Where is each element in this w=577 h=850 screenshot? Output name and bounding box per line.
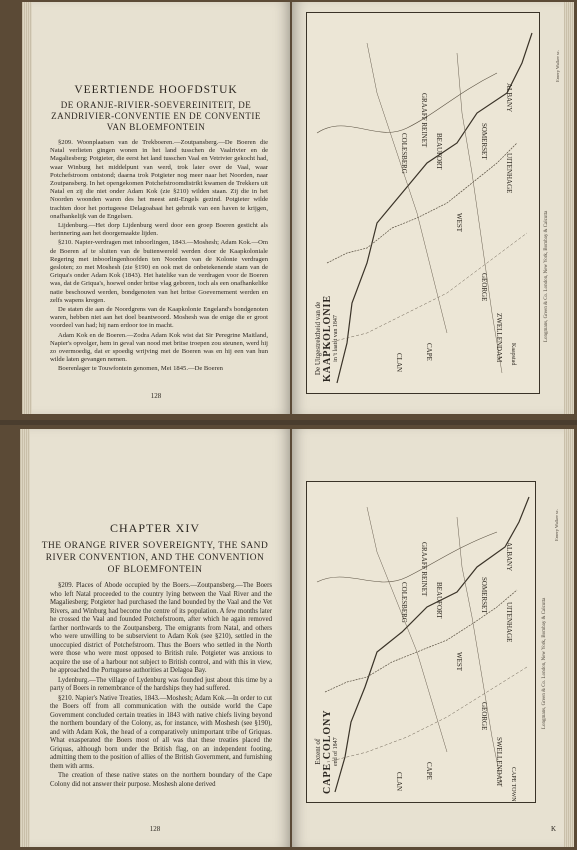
map-label: BEAUFORT — [435, 582, 443, 619]
bottom-right-page — [292, 429, 574, 847]
map-label: SOMERSET — [480, 577, 488, 614]
map-cape-colony — [306, 12, 540, 394]
paragraph: §210. Napier's Native Treaties, 1843.—Moshesh; Adam Kok.—In order to cut the Boers off from all communication with the outside world the Cape Government concluded certain treaties in 1843 with native chiefs living beyond the northern boundary of the Colony, as, for instance, with Moshesh (see §190), and with Adam Kok, the head of a comparatively unimportant tribe of Griquas. What exasperated the Boers most of all was that these treaties placed the Griquas, although born under the British flag, on an independent footing, admitting them to the position of allies of the British Government, and furnishing them with arms. — [50, 694, 272, 770]
chapter-subtitle: DE ORANJE-RIVIER-SOEVEREINITEIT, DE ZANDRIVIER-CONVENTIE EN DE CONVENTIE VAN BLOEMFONTEIN — [51, 100, 261, 132]
map-label: WEST — [455, 213, 463, 233]
paragraph: Lydenburg.—The village of Lydenburg was founded just about this time by a party of Boers in remembrance of the hardships they had suffered. — [50, 676, 272, 692]
page-number: 128 — [149, 825, 161, 833]
map-graphic — [307, 482, 535, 802]
map-label: UITENHAGE — [505, 602, 513, 643]
engraver-credit: Emery Walker sc. — [554, 509, 559, 541]
map-graphic — [307, 13, 539, 393]
map-label: SOMERSET — [480, 123, 488, 160]
map-label: Kaapstad — [510, 343, 516, 366]
chapter-subtitle: THE ORANGE RIVER SOVEREIGNTY, THE SAND RIVER CONVENTION, AND THE CONVENTION OF BLOEMFONTEIN — [41, 541, 269, 575]
map-title-line: Extent of — [314, 738, 322, 765]
paragraph: The creation of these native states on the northern boundary of the Cape Colony did not answer their purpose. Moshesh alone derived — [50, 772, 272, 788]
top-right-page — [292, 2, 574, 414]
map-label: SWELLENDAM — [495, 737, 503, 786]
paragraph: §209. Woonplaatsen van de Trekboeren.—Zoutpansberg.—De Boeren die Natal verlieten gingen wonen in het land tusschen de Vaalrivier en de Magaliesberg; Potgieter, die eerst het land tusschen Vaal en Vetrivier gekocht had, waar Winburg het middelpunt van werd, trok later over de Vaal, waar Potchefstroom ontstond; daarna trok Potgieter nog meer naar het Noorden, naar Zoutpansberg. In het opengekomen Potchefstroomdistrikt kwamen de Trekkers uit Natal en zij die niet onder Adam Kok (zie §210) wilden staan. Zij die in het Noorden woonden waren des het meest anti-Engels gezind. Potgieter wilde trachten door het portugeese Delagoabaai het gebruik van een haven te krijgen, onafhankelijk van de Engelsen. — [50, 139, 268, 220]
paragraph: Lijdenburg.—Het dorp Lijdenburg werd door een groep Boeren gesticht als herinnering aan het doorgemaakte lijden. — [50, 222, 268, 238]
map-title-line: in 't laatst van 1847 — [333, 315, 339, 362]
map-label: CAPE TOWN — [510, 767, 516, 802]
page-edge — [564, 429, 574, 847]
map-label: CLAN — [395, 772, 403, 792]
map-title — [314, 709, 339, 794]
publisher-credit: Longmans, Green & Co. London, New York, Bombay & Calcutta — [542, 597, 547, 729]
map-title-main: KAAPKOLONIE — [322, 294, 333, 382]
top-left-page — [22, 2, 290, 414]
paragraph: Adam Kok en de Boeren.—Zodra Adam Kok wist dat Sir Peregrine Maitland, Napier's opvolger, hem in geval van nood met britse troepen zou steunen, werd hij zo overmoedig, dat er spoedig wrijving met de Boeren was en hij een van hun wilde laten gevangen nemen. — [50, 331, 268, 364]
map-label: CAPE — [425, 343, 433, 361]
bottom-book-spread — [0, 425, 577, 850]
map-label: ZWELLENDAM — [495, 313, 503, 363]
map-label: CLAN — [395, 353, 403, 373]
map-title — [314, 295, 339, 382]
page-edge — [22, 2, 32, 414]
map-label: BEAUFORT — [435, 133, 443, 170]
map-label: COLESBERG — [400, 133, 408, 174]
paragraph: §210. Napier-verdragen met inboorlingen, 1843.—Moshesh; Adam Kok.—Om de Boeren af te sluiten van de buitenwereld werden door de Kaapkoloniale Regering met inboorlingenhoofden ten Noorden van de Kolonie verdragen gesloten; zo met Moshesh (zie §190) en ook met de onbetekenende stam van de Griqua's onder Adam Kok (1843). Het hatelike van de verdragen voor de Boeren was, dat de Griqua's, hoewel onder britse vlag geboren, toch als een onafhankelike natie beschouwd werden, bondgenoten van het britse Goevernement werden en zelfs wapens kregen. — [50, 239, 268, 304]
map-title-main: CAPE COLONY — [322, 709, 333, 794]
bottom-left-page — [20, 429, 290, 847]
paragraph: De staten die aan de Noordgrens van de Kaapkolonie Engeland's bondgenoten waren, hebben niet aan het doel beantwoord. Moshesh was de enige die er groot voordeel van had; hij nam erdoor toe in macht. — [50, 306, 268, 330]
map-label: GRAAFF REINET — [420, 93, 428, 148]
publisher-credit: Longmans, Green & Co. London, New York, Bombay & Calcutta — [544, 210, 549, 342]
map-label: ALBANY — [505, 83, 513, 113]
paragraph: §209. Places of Abode occupied by the Boers.—Zoutpansberg.—The Boers who left Natal proceeded to the country lying between the Vaal River and the Magaliesberg; Potgieter had purchased the land bounded by the Vaal and the Vet Rivers, and Winburg had become the centre of its population. A few months later he crossed the Vaal and founded Potchefstroom, after which he again removed farther northwards to the Zoutpansberg. The emigrants from Natal, and others who were unwilling to be subservient to Adam Kok (see §210), settled in the unoccupied district of Potchefstroom. Thus the Boers who settled in the North were those who were most opposed to British rule. Potgieter was anxious to acquire the use of a harbour not subject to British control, and with this in view, he approached the Portuguese authorities at Delagoa Bay. — [50, 582, 272, 674]
paragraph: Boerenlager te Touwfontein genomen, Mei 1845.—De Boeren — [58, 365, 223, 373]
map-label: ALBANY — [505, 542, 513, 572]
chapter-heading: CHAPTER XIV — [109, 521, 200, 535]
map-label: GEORGE — [480, 273, 488, 302]
map-label: WEST — [455, 652, 463, 672]
page-edge — [20, 429, 30, 847]
map-label: GRAAFF REINET — [420, 542, 428, 597]
body-text — [50, 139, 268, 374]
engraver-credit: Emery Walker sc. — [555, 50, 560, 82]
map-label: COLESBERG — [400, 582, 408, 623]
map-label: UITENHAGE — [505, 153, 513, 194]
body-text — [50, 582, 272, 789]
page-mark: K — [550, 825, 556, 833]
map-label: GEORGE — [480, 702, 488, 731]
map-title-line: De Uitgestrektheid van de — [314, 301, 322, 376]
map-title-line: end of 1847 — [333, 737, 339, 767]
map-label: CAPE — [425, 762, 433, 780]
page-number: 128 — [150, 392, 162, 400]
top-book-spread — [0, 0, 577, 420]
page-edge — [564, 2, 574, 414]
map-cape-colony — [306, 481, 536, 803]
chapter-heading: VEERTIENDE HOOFDSTUK — [74, 84, 238, 96]
